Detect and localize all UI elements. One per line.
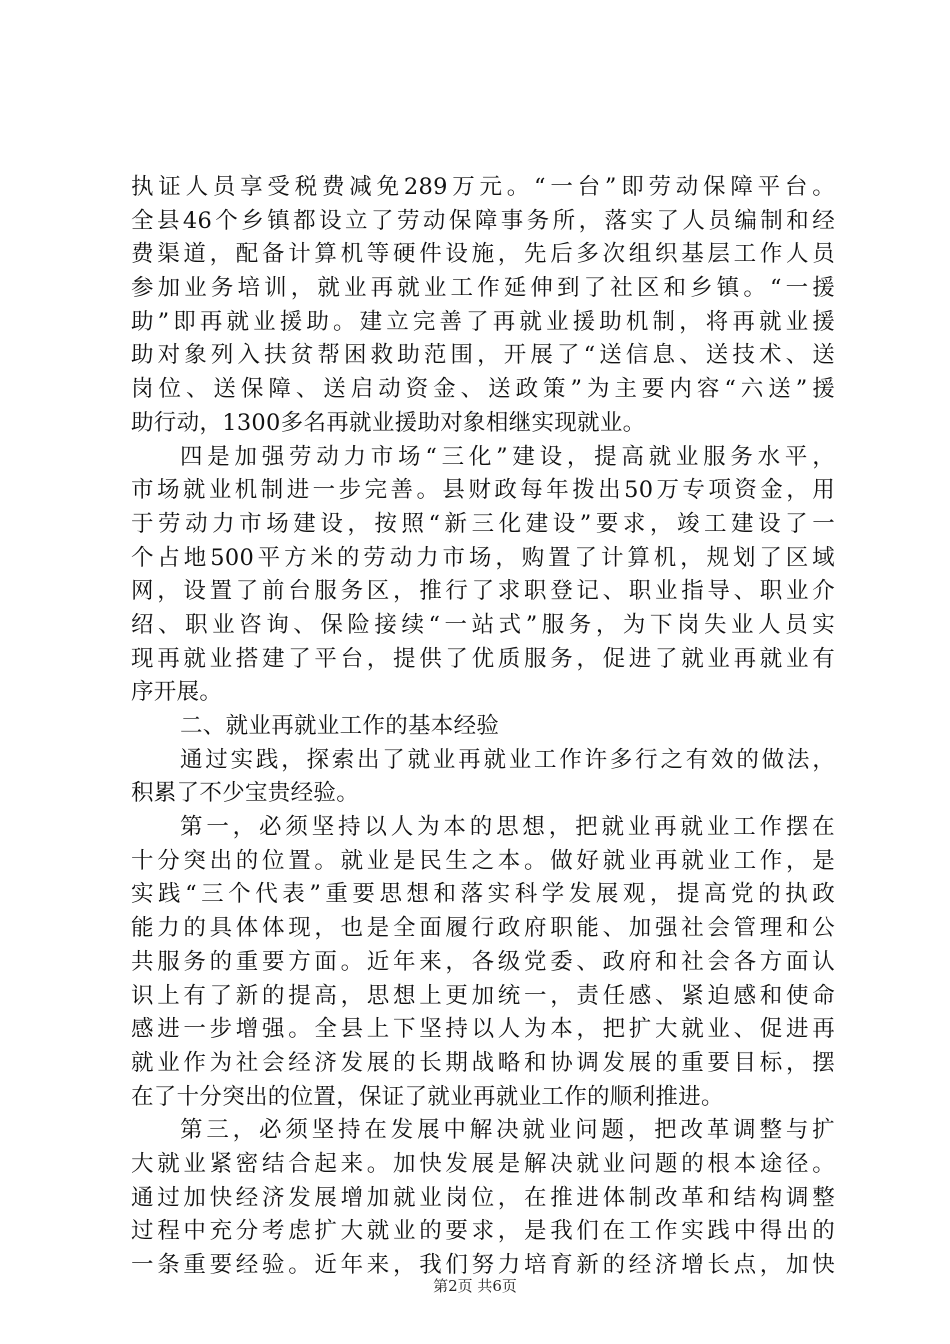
page-footer: 第2页 共6页 <box>433 1277 517 1295</box>
text-line: 网，设置了前台服务区，推行了求职登记、职业指导、职业介 <box>131 578 835 605</box>
text-line: 于劳动力市场建设，按照“新三化建设”要求，竣工建设了一 <box>131 510 835 537</box>
text-line: 大就业紧密结合起来。加快发展是解决就业问题的根本途径。 <box>131 1150 835 1177</box>
text-line: 共服务的重要方面。近年来，各级党委、政府和社会各方面认 <box>131 948 835 975</box>
text-line: 在了十分突出的位置，保证了就业再就业工作的顺利推进。 <box>131 1083 724 1110</box>
text-line: 感进一步增强。全县上下坚持以人为本，把扩大就业、促进再 <box>131 1016 835 1043</box>
text-line: 第一，必须坚持以人为本的思想，把就业再就业工作摆在 <box>180 814 835 841</box>
text-line: 积累了不少宝贵经验。 <box>131 780 360 807</box>
text-line: 助对象列入扶贫帮困救助范围，开展了“送信息、送技术、送 <box>131 342 835 369</box>
text-line: 市场就业机制进一步完善。县财政每年拨出50万专项资金，用 <box>131 477 835 504</box>
text-line: 过程中充分考虑扩大就业的要求，是我们在工作实践中得出的 <box>131 1218 835 1245</box>
text-line: 助”即再就业援助。建立完善了再就业援助机制，将再就业援 <box>131 308 835 335</box>
text-line: 能力的具体体现，也是全面履行政府职能、加强社会管理和公 <box>131 915 835 942</box>
text-line: 四是加强劳动力市场“三化”建设，提高就业服务水平， <box>180 443 835 470</box>
document-body <box>131 171 835 1283</box>
text-line: 实践“三个代表”重要思想和落实科学发展观，提高党的执政 <box>131 881 835 908</box>
text-line: 现再就业搭建了平台，提供了优质服务，促进了就业再就业有 <box>131 645 835 672</box>
text-line: 十分突出的位置。就业是民生之本。做好就业再就业工作，是 <box>131 847 835 874</box>
text-line: 二、就业再就业工作的基本经验 <box>180 713 500 739</box>
text-line: 绍、职业咨询、保险接续“一站式”服务，为下岗失业人员实 <box>131 611 835 638</box>
text-line: 第三，必须坚持在发展中解决就业问题，把改革调整与扩 <box>180 1117 835 1144</box>
text-line: 识上有了新的提高，思想上更加统一，责任感、紧迫感和使命 <box>131 982 835 1009</box>
text-line: 通过加快经济发展增加就业岗位，在推进体制改革和结构调整 <box>131 1184 835 1211</box>
text-line: 通过实践，探索出了就业再就业工作许多行之有效的做法， <box>180 746 835 773</box>
text-line: 助行动，1300多名再就业援助对象相继实现就业。 <box>131 409 646 436</box>
text-line: 岗位、送保障、送启动资金、送政策”为主要内容“六送”援 <box>131 376 835 403</box>
text-line: 就业作为社会经济发展的长期战略和协调发展的重要目标，摆 <box>131 1049 835 1076</box>
text-line: 个占地500平方米的劳动力市场，购置了计算机，规划了区域 <box>131 544 835 571</box>
text-line: 序开展。 <box>131 679 223 706</box>
text-line: 费渠道，配备计算机等硬件设施，先后多次组织基层工作人员 <box>131 241 835 268</box>
text-line: 全县46个乡镇都设立了劳动保障事务所，落实了人员编制和经 <box>131 207 835 234</box>
text-line: 参加业务培训，就业再就业工作延伸到了社区和乡镇。“一援 <box>131 275 835 302</box>
text-line: 执证人员享受税费减免289万元。“一台”即劳动保障平台。 <box>131 174 835 200</box>
text-line: 一条重要经验。近年来，我们努力培育新的经济增长点，加快 <box>131 1252 835 1278</box>
